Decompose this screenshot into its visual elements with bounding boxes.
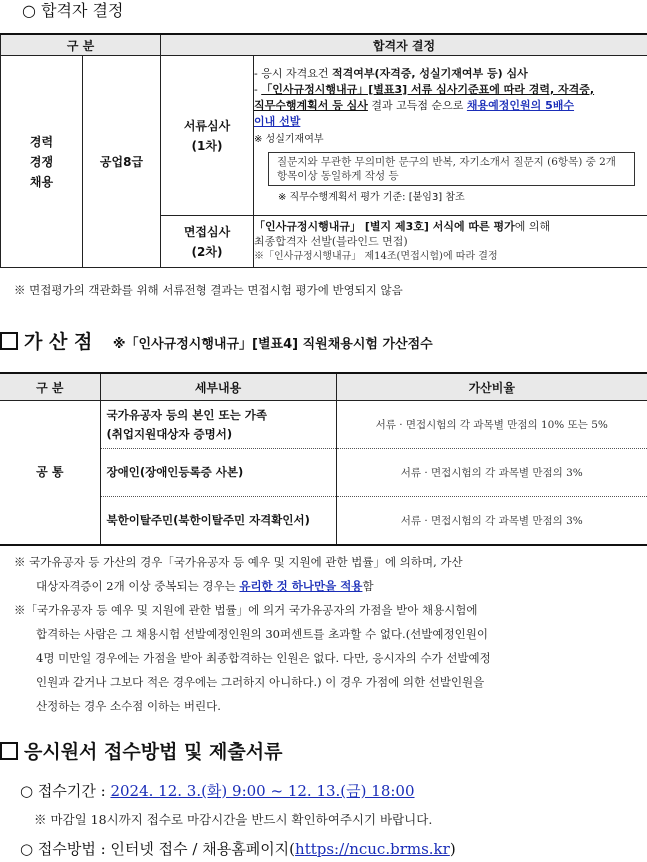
plan-criteria-note: ※ 직무수행계획서 평가 기준: [붙임3] 참조 (278, 191, 465, 203)
stage2-detail: 「인사규정시행내규」 [별지 제3호] 서식에 따른 평가에 의해 최종합격자 선발(블라인드 면접) ※「인사규정시행내규」 제14조(면접시험)에 따라 결정 (254, 216, 647, 268)
stage2-label: 면접심사 (2차) (161, 216, 254, 268)
section-title: 합격자 결정 (41, 1, 124, 20)
stage1-label: 서류심사 (1차) (161, 56, 254, 216)
table-header-category: 구 분 (1, 34, 161, 56)
circle-bullet-icon: ○ (20, 782, 34, 800)
bonus-rate-veteran: 서류 · 면접시험의 각 과목별 만점의 10% 또는 5% (336, 401, 647, 449)
circle-bullet-icon: ○ (20, 840, 34, 858)
bonus-rate-defector: 서류 · 면접시험의 각 과목별 만점의 3% (336, 497, 647, 545)
table-header-rate: 가산비율 (336, 373, 647, 401)
bonus-subtitle: ※「인사규정시행내규」[별표4] 직원채용시험 가산점수 (112, 337, 433, 352)
deadline-note: ※ 마감일 18시까지 접수로 마감시간을 반드시 확인하여주시기 바랍니다. (34, 812, 433, 827)
circle-bullet-icon: ○ (22, 1, 36, 20)
application-period: ○ 접수기간 : 2024. 12. 3.(화) 9:00 ~ 12. 13.(금) 18:00 (20, 782, 415, 800)
bonus-note-1: ※ 국가유공자 등 가산의 경우「국가유공자 등 예우 및 지원에 관한 법률」에 의하며, 가산 대상자격증이 2개 이상 중복되는 경우는 유리한 것 하나만을 적용함 (14, 555, 463, 593)
sincerity-note-label: ※ 성실기재여부 (254, 133, 324, 145)
stage1-detail: - 응시 자격요건 적격여부(자격증, 성실기재여부 등) 심사 - 「인사규정시행내규」[별표3] 서류 심사기준표에 따라 경력, 자격증, 직무수행계획서 등 심사 결과 고득점 순으로 채용예정인원의 5배수 이내 선발 ※ 성실기재여부 질문지와 무관한 무의미한 문구의 반복, 자기소개서 질문지 (6항목) 중 2개 항목이상 동일하게 작성 등 ※ 직무수행계획서 평가 기준: [붙임3] 참조 (254, 56, 647, 216)
bonus-row-veteran: 국가유공자 등의 본인 또는 가족 (취업지원대상자 증명서) (100, 401, 336, 449)
bonus-rate-disabled: 서류 · 면접시험의 각 과목별 만점의 3% (336, 449, 647, 497)
section-heading-bonus: 가 산 점 ※「인사규정시행내규」[별표4] 직원채용시험 가산점수 (0, 330, 433, 357)
bonus-points-table (0, 372, 647, 546)
table-header-category: 구 분 (0, 373, 100, 401)
table-header-decision: 합격자 결정 (161, 34, 647, 56)
square-bullet-icon (0, 332, 18, 350)
bonus-row-disabled: 장애인(장애인등록증 사본) (100, 449, 336, 497)
pass-decision-table (0, 33, 647, 268)
section-heading-pass-decision (22, 0, 123, 22)
table-header-detail: 세부내용 (100, 373, 336, 401)
sincerity-criteria-box: 질문지와 무관한 무의미한 문구의 반복, 자기소개서 질문지 (6항목) 중 2개 항목이상 동일하게 작성 등 (268, 152, 635, 186)
group-cell: 공 통 (36, 465, 64, 480)
recruit-type-cell: 경력 경쟁 채용 (1, 56, 83, 268)
interview-note: ※ 면접평가의 객관화를 위해 서류전형 결과는 면접시험 평가에 반영되지 않음 (14, 283, 403, 297)
recruit-homepage-link[interactable]: https://ncuc.brms.kr (295, 840, 450, 858)
period-value: 2024. 12. 3.(화) 9:00 ~ 12. 13.(금) 18:00 (110, 782, 415, 800)
bonus-note-2: ※「국가유공자 등 예우 및 지원에 관한 법률」에 의거 국가유공자의 가점을 받아 채용시험에 합격하는 사람은 그 채용시험 선발예정인원의 30퍼센트를 초과할 수 없다.(선발예정인원이 4명 미만일 경우에는 가점을 받아 최종합격하는 인원은 없다. 다만, 응시자의 수가 선발예정 인원과 같거나 그보다 적은 경우에는 그러하지 아니하다.) 이 경우 가점에 의한 선발인원을 산정하는 경우 소수점 이하는 버린다. (14, 603, 491, 713)
section-heading-application: 응시원서 접수방법 및 제출서류 (0, 740, 282, 764)
bonus-row-defector: 북한이탈주민(북한이탈주민 자격확인서) (100, 497, 336, 545)
grade-cell: 공업8급 (83, 56, 161, 268)
application-method: ○ 접수방법 : 인터넷 접수 / 채용홈페이지(https://ncuc.brms.kr) (20, 840, 456, 858)
square-bullet-icon (0, 742, 18, 760)
